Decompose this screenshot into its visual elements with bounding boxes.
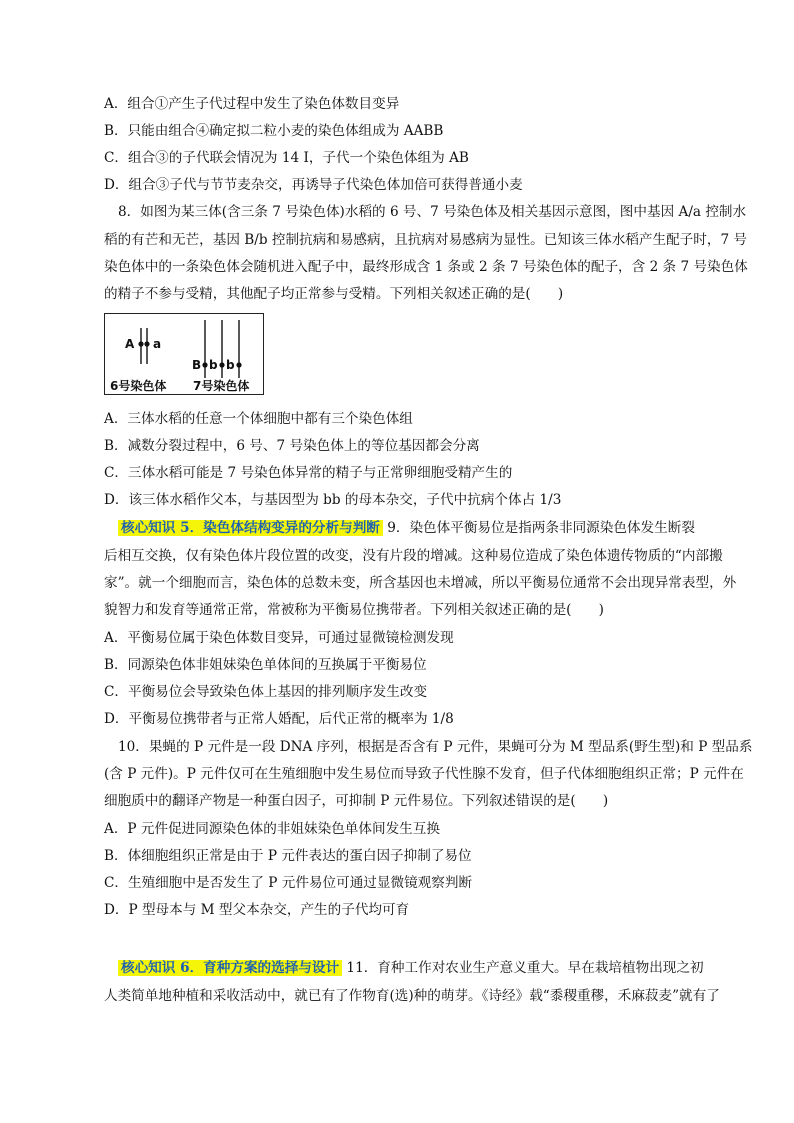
q8-stem-line-3: 染色体中的一条染色体会随机进入配子中，最终形成含 1 条或 2 条 7 号染色体的配子，含 2 条 7 号染色体 <box>104 259 748 275</box>
core6-first-line <box>118 958 704 978</box>
q9-stem-line-2: 后相互交换，仅有染色体片段位置的改变，没有片段的增减。这种易位造成了染色体遗传物质的“内部搬 <box>104 548 723 564</box>
q9-stem-line-3: 家”。就一个细胞而言，染色体的总数未变，所含基因也未增减，所以平衡易位通常不会出现异常表型，外 <box>104 575 737 591</box>
q9-stem-start: 9．染色体平衡易位是指两条非同源染色体发生断裂 <box>382 520 695 536</box>
q8-option-b: B．减数分裂过程中，6 号、7 号染色体上的等位基因都会分离 <box>104 438 480 454</box>
q8-option-d: D．该三体水稻作父本，与基因型为 bb 的母本杂交，子代中抗病个体占 1/3 <box>104 492 562 508</box>
q8-stem-line-1: 8．如图为某三体(含三条 7 号染色体)水稻的 6 号、7 号染色体及相关基因示意图，图中基因 A/a 控制水 <box>118 204 747 220</box>
q8-option-a: A．三体水稻的任意一个体细胞中都有三个染色体组 <box>104 411 413 427</box>
locus-b1 <box>219 362 224 367</box>
chromosome-diagram <box>105 314 265 396</box>
q7-option-d: D．组合③子代与节节麦杂交，再诱导子代染色体加倍可获得普通小麦 <box>104 177 523 193</box>
core5-first-line <box>118 518 695 538</box>
q9-option-a: A．平衡易位属于染色体数目变异，可通过显微镜检测发现 <box>104 630 454 646</box>
locus-a <box>144 341 149 346</box>
q9-option-d: D．平衡易位携带者与正常人婚配，后代正常的概率为 1/8 <box>104 711 454 727</box>
q8-option-c: C．三体水稻可能是 7 号染色体异常的精子与正常卵细胞受精产生的 <box>104 465 513 481</box>
chromosome-7-caption: 7号染色体 <box>193 379 250 393</box>
q9-option-c: C．平衡易位会导致染色体上基因的排列顺序发生改变 <box>104 684 428 700</box>
gene-b2-label: b <box>226 358 235 372</box>
q7-option-b: B．只能由组合④确定拟二粒小麦的染色体组成为 AABB <box>104 123 444 139</box>
q10-option-b: B．体细胞组织正常是由于 P 元件表达的蛋白因子抑制了易位 <box>104 848 472 864</box>
q10-stem-line-2: (含 P 元件)。P 元件仅可在生殖细胞中发生易位而导致子代性腺不发育，但子代体细胞组织正常；P 元件在 <box>104 766 744 782</box>
q11-stem-line-2: 人类简单地种植和采收活动中，就已有了作物育(选)种的萌芽。《诗经》载“黍稷重穋，禾麻菽麦”就有了 <box>104 988 720 1004</box>
q8-stem-line-4: 的精子不参与受精，其他配子均正常参与受精。下列相关叙述正确的是( ) <box>104 286 564 302</box>
q10-option-d: D．P 型母本与 M 型父本杂交，产生的子代均可育 <box>104 902 410 918</box>
q7-option-c: C．组合③的子代联会情况为 14 Ⅰ，子代一个染色体组为 AB <box>104 150 469 166</box>
q9-stem-line-4: 貌智力和发育等通常正常，常被称为平衡易位携带者。下列相关叙述正确的是( ) <box>104 602 604 618</box>
gene-A-label: A <box>125 337 135 351</box>
gene-b1-label: b <box>209 358 218 372</box>
chromosome-6-caption: 6号染色体 <box>110 379 167 393</box>
gene-B-label: B <box>192 358 202 372</box>
core5-highlight: 核心知识 5．染色体结构变异的分析与判断 <box>118 520 383 536</box>
q7-option-a: A．组合①产生子代过程中发生了染色体数目变异 <box>104 96 400 112</box>
locus-b2 <box>236 362 241 367</box>
q9-option-b: B．同源染色体非姐妹染色单体间的互换属于平衡易位 <box>104 657 427 673</box>
q10-option-a: A．P 元件促进同源染色体的非姐妹染色单体间发生互换 <box>104 821 440 837</box>
q10-stem-line-1: 10．果蝇的 P 元件是一段 DNA 序列，根据是否含有 P 元件，果蝇可分为 M 型品系(野生型)和 P 型品系 <box>118 739 753 755</box>
q8-stem-line-2: 稻的有芒和无芒，基因 B/b 控制抗病和易感病，且抗病对易感病为显性。已知该三体水稻产生配子时，7 号 <box>104 232 748 248</box>
chromosome-figure <box>104 313 264 395</box>
locus-B <box>202 362 207 367</box>
core6-highlight: 核心知识 6．育种方案的选择与设计 <box>118 960 342 976</box>
q10-stem-line-3: 细胞质中的翻译产物是一种蛋白因子，可抑制 P 元件易位。下列叙述错误的是( ) <box>104 793 609 809</box>
locus-A <box>138 341 143 346</box>
q10-option-c: C．生殖细胞中是否发生了 P 元件易位可通过显微镜观察判断 <box>104 875 473 891</box>
gene-a-label: a <box>153 337 162 351</box>
q11-stem-start: 11．育种工作对农业生产意义重大。早在栽培植物出现之初 <box>342 960 704 976</box>
